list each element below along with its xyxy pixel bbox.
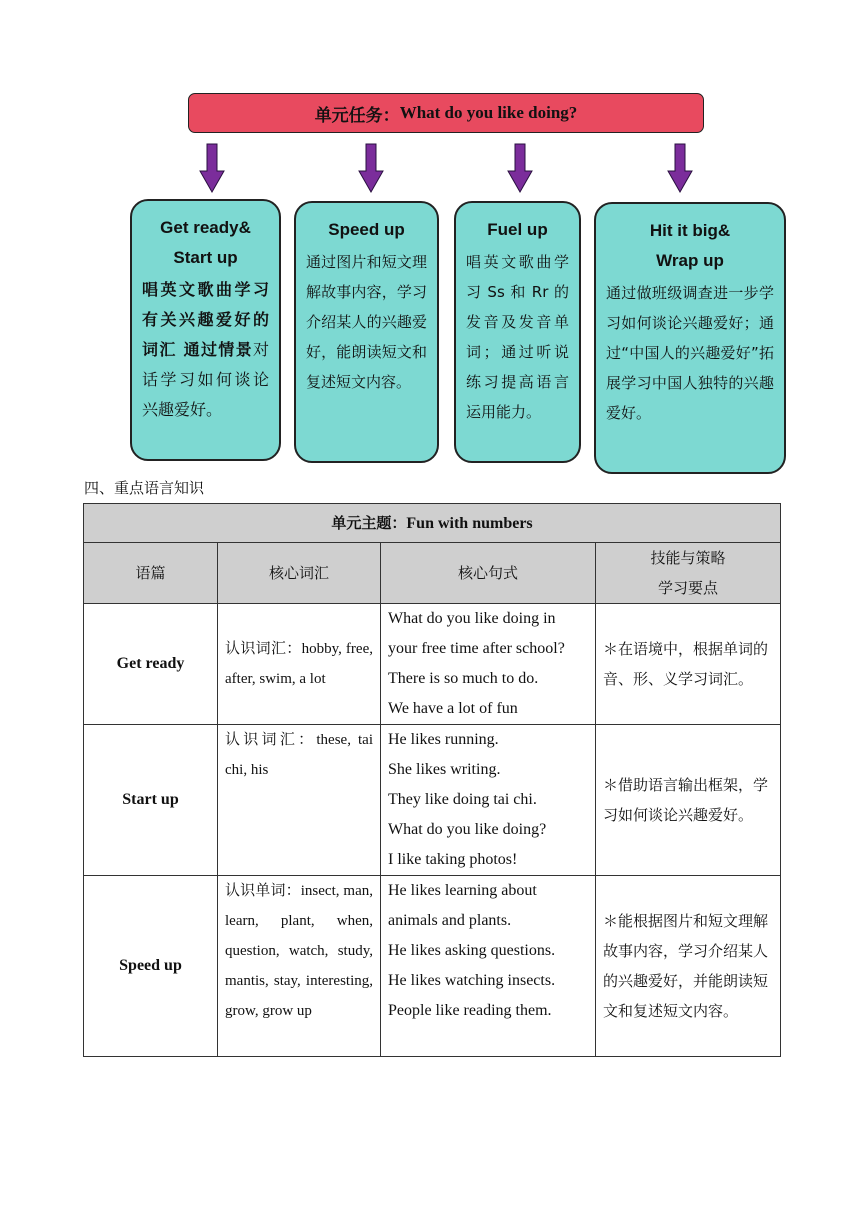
vocab-cell: 认识单词：insect, man, learn, plant, when, question, watch, study, mantis, stay, interesting, grow, grow up (218, 876, 381, 1057)
theme-label: 单元主题： (331, 513, 407, 532)
unit-task-banner (188, 93, 704, 133)
sentences-cell (381, 604, 596, 725)
down-arrow-icon (358, 143, 384, 193)
stage-description: 通过图片和短文理解故事内容，学习介绍某人的兴趣爱好，能朗读短文和复述短文内容。 (306, 253, 427, 391)
lesson-cell: Speed up (84, 876, 218, 1057)
down-arrow-icon (507, 143, 533, 193)
sentence: He likes asking questions. (388, 942, 556, 959)
table-row (84, 604, 781, 725)
sentence: What do you like doing in your free time after school? (388, 610, 565, 657)
down-arrow-icon (199, 143, 225, 193)
vocab-cell: 认识词汇：these, tai chi, his (218, 725, 381, 876)
table-row (84, 876, 781, 1057)
stage-title: Fuel up (487, 220, 548, 239)
stage-description: 通过做班级调查进一步学习如何谈论兴趣爱好；通过“中国人的兴趣爱好”拓展学习中国人独特的兴趣爱好。 (606, 284, 774, 422)
sentence: We have a lot of fun (388, 700, 518, 717)
language-knowledge-table (83, 503, 781, 1057)
strategy-cell: ＊在语境中，根据单词的音、形、义学习词汇。 (596, 604, 781, 725)
sentences-cell (381, 876, 596, 1057)
down-arrow-icon (667, 143, 693, 193)
strategy-cell: ＊借助语言输出框架，学习如何谈论兴趣爱好。 (596, 725, 781, 876)
stage-description: 唱英文歌曲学习 Ss 和 Rr 的发音及发音单词；通过听说练习提高语言运用能力。 (466, 253, 569, 421)
column-header: 核心句式 (381, 543, 596, 604)
stage-title: Hit it big& Wrap up (649, 221, 731, 270)
stage-box-fuel-up (454, 201, 581, 463)
sentences-cell (381, 725, 596, 876)
sentence: There is so much to do. (388, 670, 539, 687)
banner-label-cn: 单元任务： (314, 105, 400, 126)
stage-title: Get ready& Start up (160, 218, 251, 267)
sentence: I like taking photos! (388, 851, 518, 868)
theme-value: Fun with numbers (406, 514, 533, 532)
sentence: He likes watching insects. (388, 972, 556, 989)
sentence: He likes running. (388, 731, 499, 748)
stage-title: Speed up (328, 220, 405, 239)
column-header: 核心词汇 (218, 543, 381, 604)
sentence: What do you like doing? (388, 821, 547, 838)
strategy-cell: ＊能根据图片和短文理解故事内容，学习介绍某人的兴趣爱好，并能朗读短文和复述短文内容。 (596, 876, 781, 1057)
stage-box-speed-up (294, 201, 439, 463)
banner-label-en: What do you like doing? (399, 103, 578, 122)
sentence: He likes learning about animals and plants. (388, 882, 537, 929)
sentence: She likes writing. (388, 761, 501, 778)
table-row (84, 725, 781, 876)
unit-theme-cell (84, 504, 781, 543)
stage-description: 唱英文歌曲学习有关兴趣爱好的词汇 通过情景对话学习如何谈论兴趣爱好。 (142, 280, 269, 419)
section-heading: 四、重点语言知识 (84, 479, 205, 497)
column-header: 技能与策略 学习要点 (596, 543, 781, 604)
stage-box-hit-it-big (594, 202, 786, 474)
sentence: They like doing tai chi. (388, 791, 537, 808)
vocab-cell: 认识词汇：hobby, free, after, swim, a lot (218, 604, 381, 725)
lesson-cell: Start up (84, 725, 218, 876)
stage-box-get-ready (130, 199, 281, 461)
sentence: People like reading them. (388, 1002, 552, 1019)
column-header: 语篇 (84, 543, 218, 604)
lesson-cell: Get ready (84, 604, 218, 725)
